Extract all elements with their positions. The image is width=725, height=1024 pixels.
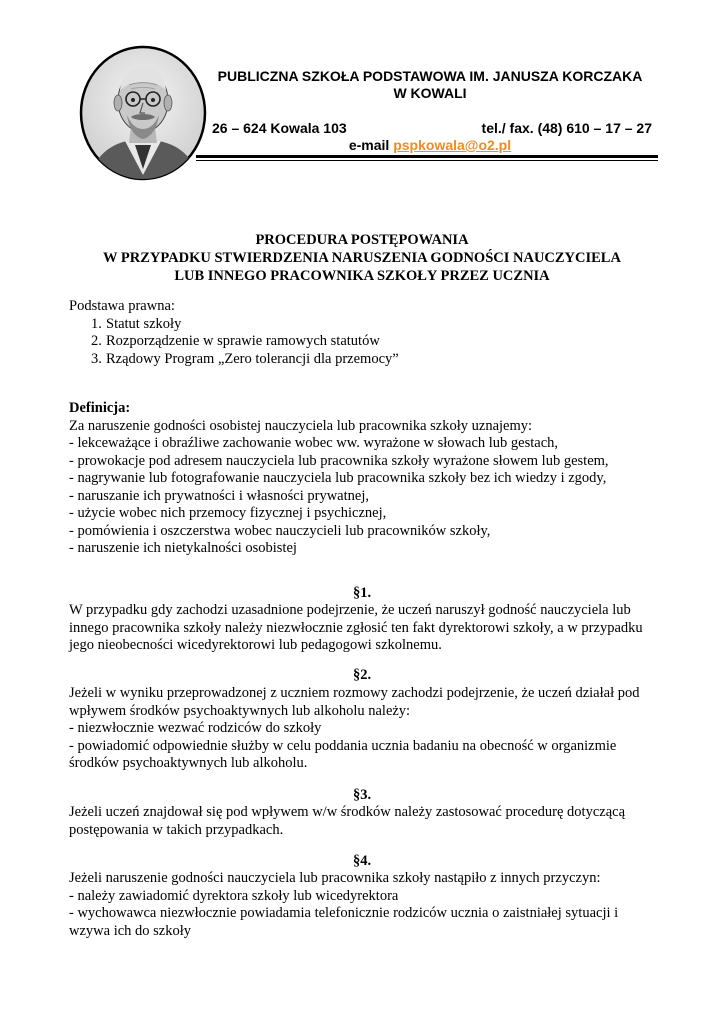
- school-name-line2: W KOWALI: [393, 85, 467, 101]
- header-rule-thin: [196, 160, 658, 161]
- definition-item: - naruszenie ich nietykalności osobistej: [69, 540, 297, 556]
- title-line2: W PRZYPADKU STWIERDZENIA NARUSZENIA GODNOŚCI NAUCZYCIELA: [103, 250, 621, 266]
- definition-item: - lekceważące i obraźliwe zachowanie wobec ww. wyrażone w słowach lub gestach,: [69, 435, 559, 451]
- section-4-text: Jeżeli naruszenie godności nauczyciela lub pracownika szkoły nastąpiło z innych przyczyn: - należy zawiadomić dyrektora szkoły lub wicedyrektora - wychowawca niezwłocznie powiadamia telefonicznie rodziców ucznia o zaistniałej sytuacji i wzywa ich do szkoły: [69, 870, 619, 939]
- title-line1: PROCEDURA POSTĘPOWANIA: [255, 232, 469, 248]
- section-1-text: W przypadku gdy zachodzi uzasadnione podejrzenie, że uczeń naruszył godność nauczyciela lub innego pracownika szkoły należy niezwłocznie zgłosić ten fakt dyrektorowi szkoły, a w przypadku jego nieobecności wicedyrektorowi lub pedagogowi szkolnemu.: [69, 602, 643, 653]
- school-address: 26 – 624 Kowala 103: [212, 120, 347, 136]
- list-item: 1. Statut szkoły: [91, 315, 182, 332]
- definition-intro: Za naruszenie godności osobistej nauczyciela lub pracownika szkoły uznajemy:: [69, 417, 533, 434]
- definition-item: - użycie wobec nich przemocy fizycznej i psychicznej,: [69, 505, 387, 521]
- list-item: 2. Rozporządzenie w sprawie ramowych statutów: [91, 333, 380, 349]
- legal-basis: [69, 298, 659, 368]
- school-name-line1: PUBLICZNA SZKOŁA PODSTAWOWA IM. JANUSZA KORCZAKA: [217, 68, 643, 84]
- legal-basis-list: [69, 316, 659, 369]
- email-label: e-mail: [348, 137, 390, 153]
- definition-item: - prowokacje pod adresem nauczyciela lub pracownika szkoły wyrażone słowem lub gestem,: [69, 452, 609, 469]
- header-rule-thick: [196, 155, 658, 158]
- section-4-heading: §4.: [352, 853, 372, 869]
- legal-basis-heading: Podstawa prawna:: [69, 298, 175, 314]
- email-row: [200, 137, 660, 154]
- definition-heading: Definicja:: [69, 400, 131, 416]
- document-title: [69, 231, 655, 285]
- section-2-text: Jeżeli w wyniku przeprowadzonej z uczniem rozmowy zachodzi podejrzenie, że uczeń działał pod wpływem środków psychoaktywnych lub alkoholu należy: - niezwłocznie wezwać rodziców do szkoły - powiadomić odpowiednie służby w celu poddania ucznia badaniu na obecność w organizmie środków psychoaktywnych lub alkoholu.: [69, 685, 640, 771]
- definition-section: [69, 400, 659, 558]
- email-link[interactable]: pspkowala@o2.pl: [393, 137, 512, 153]
- section-2-heading: §2.: [352, 667, 372, 683]
- title-line3: LUB INNEGO PRACOWNIKA SZKOŁY PRZEZ UCZNIA: [174, 268, 550, 284]
- section-1-heading: §1.: [352, 585, 372, 601]
- section-3-text: Jeżeli uczeń znajdował się pod wpływem w/w środków należy zastosować procedurę dotyczącą postępowania w takich przypadkach.: [69, 804, 626, 838]
- list-item: 3. Rządowy Program „Zero tolerancji dla przemocy”: [91, 350, 399, 367]
- definition-item: - naruszanie ich prywatności i własności prywatnej,: [69, 487, 369, 504]
- school-name: [200, 68, 660, 102]
- patron-portrait-image: [79, 45, 207, 181]
- school-phone: tel./ fax. (48) 610 – 17 – 27: [481, 120, 652, 136]
- definition-item: - nagrywanie lub fotografowanie nauczyciela lub pracownika szkoły bez ich wiedzy i zgody,: [69, 470, 607, 486]
- definition-item: - pomówienia i oszczerstwa wobec nauczycieli lub pracowników szkoły,: [69, 522, 491, 539]
- section-3-heading: §3.: [352, 787, 372, 803]
